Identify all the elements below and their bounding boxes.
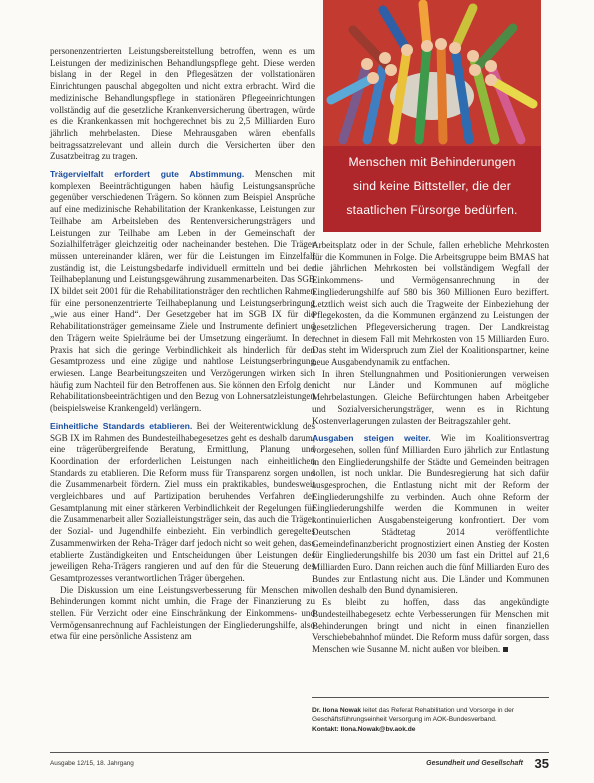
left-column — [50, 46, 315, 643]
paragraph — [312, 597, 549, 656]
hero-caption: Menschen mit Behinderungen sind keine Bittsteller, die der staatlichen Fürsorge bedürfen. — [346, 155, 518, 217]
right-column — [312, 240, 549, 656]
section-lead: Ausgaben steigen weiter. — [312, 433, 431, 444]
paragraph-text: Bei der Weiterentwicklung des SGB IX im Rahmen des Bundesteilhabegesetzes geht es deshalb darum, eine trägerübergreifende Beratung, Ermittlung, Planung und Koordination der erforderlichen Leistungen nach einheitlichen Standards zu etablieren. Die Reform muss für Transparenz sorgen und die Zusammenarbeit fördern. Ziel muss ein praktikables, bundesweit vergleichbares und auf Partizipation beruhendes Verfahren der Gesamtplanung mit einer stärkeren Verbindlichkeit der Regelungen für die Zusammenarbeit aller Sozialleistungsträger sein, das auch die Träger der Sozial- und Jugendhilfe einbezieht. Ein verbindlich geregeltes Zusammenwirken der Reha-Träger darf jedoch nicht so weit gehen, dass etablierte Zuständigkeiten und Entscheidungen über Leistungen des jeweiligen Reha-Trägers rangieren und auf den für die Steuerung des Gesamtprozesses verantwortlichen Träger übergehen. — [50, 420, 315, 583]
author-name: Dr. Ilona Nowak — [312, 707, 362, 714]
issue-label: Ausgabe 12/15, 18. Jahrgang — [50, 760, 134, 767]
paragraph-text: Es bleibt zu hoffen, dass das angekündigte Bundesteilhabegesetz echte Verbesserungen für Menschen mit Behinderungen bringt und nicht in einen finanziellen Verschiebebahnhof mündet. Die Reform muss dafür sorgen, dass Menschen wie Susanne M. nicht außen vor bleiben. — [312, 597, 549, 654]
page-number: 35 — [534, 756, 549, 771]
hands-circle-photo — [323, 0, 541, 146]
page-footer — [50, 752, 549, 771]
hero-image-block — [323, 0, 541, 232]
paragraph: Die Diskussion um eine Leistungsverbesserung für Menschen mit Behinderungen kommt nicht umhin, die Frage der Finanzierung zu stellen. Für Verzicht oder eine Einschränkung der Einkommens- und Vermögensanrechnung auf Fachleistungen der Eingliederungshilfe, also etwa für eine persönliche Assistenz am — [50, 584, 315, 642]
section-lead: Einheitliche Standards etablieren. — [50, 420, 193, 431]
paragraph-text: Wie im Koalitionsvertrag vorgesehen, sollen fünf Milliarden Euro jährlich zur Entlastung in den Eingliederungshilfe der Städte und Gemeinden beitragen sollen, ist noch unklar. Die Bundesregierung hat sich dafür ausgesprochen, die Entlastung nicht mit der Reform der Eingliederungshilfe zu verbinden. Auch ohne Reform der Eingliederungshilfe werden die Kommunen in weiter kontinuierlichen Ausgabensteigerung konfrontiert. Der vom Deutschen Städtetag 2014 veröffentlichte Gemeindefinanzbericht prognostiziert einen Anstieg der Kosten für Eingliederungshilfe bis 2030 um fast ein Drittel auf 21,6 Milliarden Euro. Dann reichen auch die fünf Milliarden Euro des Bundes zur Entlastung nicht aus. Die Länder und Kommunen wollen deshalb den Bund dynamisieren. — [312, 433, 549, 596]
section-lead: Trägervielfalt erfordert gute Abstimmung. — [50, 169, 245, 180]
author-contact[interactable]: Kontakt: Ilona.Nowak@bv.aok.de — [312, 725, 416, 733]
paragraph: In ihren Stellungnahmen und Positionierungen verweisen nicht nur Länder und Kommunen auf mögliche Mehrbelastungen. Gleiche Befürchtungen haben Arbeitgeber und Sozialversicherungsträger, wenn es in Richtung Kostenverlagerungen zulasten der Beitragszahler geht. — [312, 368, 549, 426]
author-bio: leitet das Referat Rehabilitation und Vorsorge in der Geschäftsführungseinheit Versorgung im AOK-Bundesverband. — [312, 707, 514, 724]
paragraph-text: Menschen mit komplexen Beeinträchtigungen haben häufig Leistungsansprüche gegenüber verschiedenen Trägern. So können zum Beispiel Ansprüche auf eine medizinische Rehabilitation der Krankenkasse, Leistungen zur Teilhabe am Arbeitsleben des Rentenversicherungsträgers und Leistungen zur Teilhabe am Leben in der Gemeinschaft der Sozialhilfeträger gleichzeitig oder nacheinander bestehen. Die Träger müssen untereinander klären, wer für die Leistungen im Einzelfall zuständig ist, die Leistungsbedarfe individuell ermitteln und bei der Teilhabeplanung und Leistungsgewährung zusammenarbeiten. Das SGB IX bildet seit 2001 für die Rehabilitationsträger den rechtlichen Rahmen für eine personenzentrierte Teilhabeplanung und Leistungserbringung „wie aus einer Hand“. Der Gesetzgeber hat im SGB IX für die Rehabilitationsträger gemeinsame Ziele und Instrumente definiert und den Trägern weite Spielräume bei der Umsetzung eingeräumt. In der Praxis hat sich die geringe Verbindlichkeit als hinderlich für den Gesamtprozess und eine zügige und nahtlose Leistungserbringung erwiesen. Lange Bearbeitungszeiten und Verzögerungen wirken sich häufig zum Nachteil für den Betroffenen aus. Sie können den Erfolg der Rehabilitationsbeeinträchtigen und den Bezug von Lohnersatzleistungen (beispielsweise Krankengeld) verlängern. — [50, 169, 315, 414]
end-mark-icon — [503, 647, 508, 652]
paragraph — [312, 433, 549, 597]
author-box — [312, 697, 549, 734]
paragraph — [50, 169, 315, 415]
magazine-name: Gesundheit und Gesellschaft — [426, 760, 523, 767]
paragraph — [50, 421, 315, 585]
paragraph: Arbeitsplatz oder in der Schule, fallen erhebliche Mehrkosten für die Kommunen in Folge. Die Arbeitsgruppe beim BMAS hat die jährlichen Mehrkosten bei vollständigem Wegfall der Einkommens- und Vermögensanrechnung in der Eingliederungshilfe auf 580 bis 360 Millionen Euro beziffert. Letztlich weist sich auch die Tragweite der Einbeziehung der Pflegekosten, da die Kommunen ergänzend zu Leistungen der gesetzlichen Pflegeversicherung tragen. Der Landkreistag rechnet in diesem Fall mit Mehrkosten von 15 Milliarden Euro. Das steht im Widerspruch zum Ziel der Koalitionspartner, keine neue Ausgabendynamik zu entfachen. — [312, 240, 549, 368]
paragraph: personenzentrierten Leistungsbereitstellung betroffen, wenn es um Leistungen der medizinischen Behandlungspflege geht. Diese werden bislang in der Regel in den Pflegesätzen der vollstationären Einrichtungen pauschal abgegolten und nicht extra erbracht. Wird die medizinische Behandlungspflege in stationären Pflegeeinrichtungen vollständig auf die gesetzliche Krankenversicherung übertragen, würde es die Krankenkassen mit hochgerechnet bis zu 2,5 Milliarden Euro jährlich mehrbelasten. Diese Mehrausgaben wären ebenfalls beitragssatzrelevant und allein durch die Versicherten über den Zusatzbeitrag zu tragen. — [50, 46, 315, 162]
